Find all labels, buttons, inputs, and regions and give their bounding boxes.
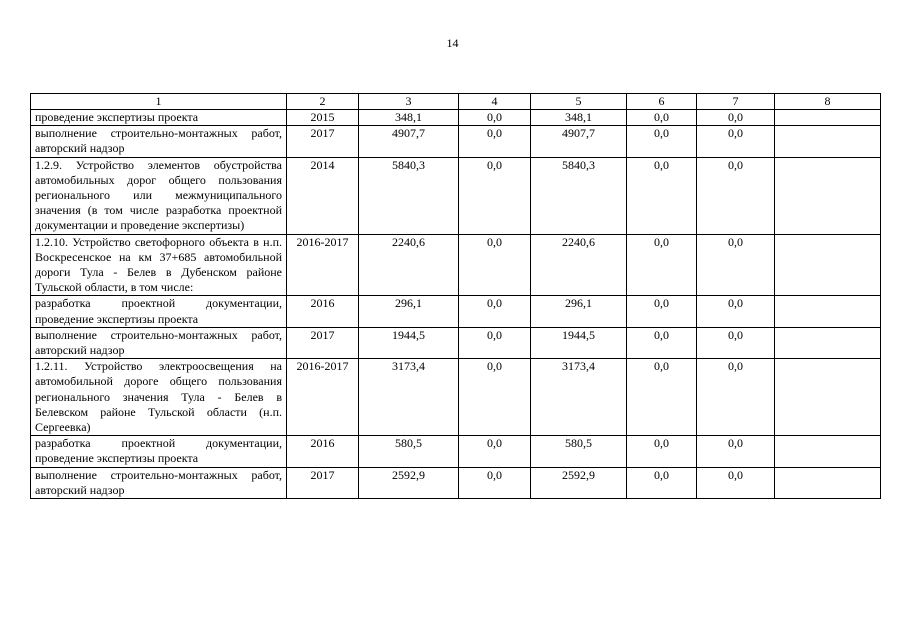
column-header: 8 <box>775 94 881 110</box>
row-value-cell: 3173,4 <box>359 359 459 436</box>
row-value-cell: 1944,5 <box>359 327 459 358</box>
row-note-cell <box>775 296 881 327</box>
row-year-cell: 2017 <box>287 467 359 498</box>
row-value-cell: 0,0 <box>697 359 775 436</box>
row-value-cell: 4907,7 <box>359 126 459 157</box>
column-header: 5 <box>531 94 627 110</box>
row-year-cell: 2017 <box>287 126 359 157</box>
column-header: 2 <box>287 94 359 110</box>
page-number: 14 <box>446 36 459 50</box>
row-value-cell: 0,0 <box>627 126 697 157</box>
row-year-cell: 2017 <box>287 327 359 358</box>
row-value-cell: 0,0 <box>627 157 697 234</box>
row-value-cell: 0,0 <box>459 467 531 498</box>
table-row <box>31 467 881 498</box>
row-value-cell: 0,0 <box>697 110 775 126</box>
row-value-cell: 348,1 <box>359 110 459 126</box>
row-value-cell: 2592,9 <box>531 467 627 498</box>
row-year-cell: 2016 <box>287 436 359 467</box>
row-name-cell: проведение экспертизы проекта <box>31 110 287 126</box>
row-name-cell: выполнение строительно-монтажных работ, авторский надзор <box>31 126 287 157</box>
row-value-cell: 0,0 <box>697 157 775 234</box>
row-note-cell <box>775 436 881 467</box>
row-value-cell: 0,0 <box>459 157 531 234</box>
row-value-cell: 0,0 <box>697 296 775 327</box>
row-value-cell: 0,0 <box>459 110 531 126</box>
row-value-cell: 2240,6 <box>531 234 627 296</box>
row-value-cell: 5840,3 <box>359 157 459 234</box>
row-value-cell: 296,1 <box>359 296 459 327</box>
row-value-cell: 0,0 <box>459 234 531 296</box>
row-note-cell <box>775 327 881 358</box>
table-row <box>31 110 881 126</box>
row-name-cell: выполнение строительно-монтажных работ, авторский надзор <box>31 467 287 498</box>
row-value-cell: 0,0 <box>627 359 697 436</box>
row-value-cell: 5840,3 <box>531 157 627 234</box>
row-note-cell <box>775 157 881 234</box>
row-value-cell: 296,1 <box>531 296 627 327</box>
column-header: 6 <box>627 94 697 110</box>
table-row <box>31 436 881 467</box>
table-header-row <box>31 94 881 110</box>
row-value-cell: 0,0 <box>697 126 775 157</box>
row-value-cell: 0,0 <box>697 327 775 358</box>
row-value-cell: 0,0 <box>627 436 697 467</box>
row-value-cell: 0,0 <box>627 467 697 498</box>
row-year-cell: 2016-2017 <box>287 359 359 436</box>
row-value-cell: 0,0 <box>459 359 531 436</box>
table-row <box>31 296 881 327</box>
row-year-cell: 2016-2017 <box>287 234 359 296</box>
budget-table <box>30 93 881 499</box>
row-value-cell: 580,5 <box>359 436 459 467</box>
row-value-cell: 0,0 <box>627 110 697 126</box>
column-header: 4 <box>459 94 531 110</box>
row-year-cell: 2014 <box>287 157 359 234</box>
row-value-cell: 0,0 <box>697 467 775 498</box>
row-name-cell: 1.2.9. Устройство элементов обустройства автомобильных дорог общего пользования регионального или межмуниципального значения (в том числе разработка проектной документации и проведение экспертизы) <box>31 157 287 234</box>
row-value-cell: 4907,7 <box>531 126 627 157</box>
row-value-cell: 0,0 <box>459 327 531 358</box>
row-name-cell: 1.2.10. Устройство светофорного объекта в н.п. Воскресенское на км 37+685 автомобильной дороги Тула - Белев в Дубенском районе Тульской области, в том числе: <box>31 234 287 296</box>
row-value-cell: 0,0 <box>627 296 697 327</box>
table-row <box>31 234 881 296</box>
table-row <box>31 327 881 358</box>
row-note-cell <box>775 234 881 296</box>
row-value-cell: 0,0 <box>697 234 775 296</box>
column-header: 7 <box>697 94 775 110</box>
row-note-cell <box>775 359 881 436</box>
row-value-cell: 580,5 <box>531 436 627 467</box>
row-name-cell: выполнение строительно-монтажных работ, авторский надзор <box>31 327 287 358</box>
row-value-cell: 0,0 <box>459 126 531 157</box>
row-note-cell <box>775 126 881 157</box>
row-value-cell: 1944,5 <box>531 327 627 358</box>
row-value-cell: 0,0 <box>627 327 697 358</box>
row-value-cell: 0,0 <box>459 296 531 327</box>
column-header: 3 <box>359 94 459 110</box>
row-value-cell: 348,1 <box>531 110 627 126</box>
row-value-cell: 0,0 <box>697 436 775 467</box>
row-note-cell <box>775 110 881 126</box>
table-row <box>31 157 881 234</box>
table-row <box>31 359 881 436</box>
row-name-cell: разработка проектной документации, проведение экспертизы проекта <box>31 296 287 327</box>
row-note-cell <box>775 467 881 498</box>
row-name-cell: 1.2.11. Устройство электроосвещения на автомобильной дороге общего пользования регионального значения Тула - Белев в Белевском районе Тульской области (н.п. Сергеевка) <box>31 359 287 436</box>
row-value-cell: 3173,4 <box>531 359 627 436</box>
row-value-cell: 2240,6 <box>359 234 459 296</box>
row-value-cell: 2592,9 <box>359 467 459 498</box>
row-value-cell: 0,0 <box>459 436 531 467</box>
row-name-cell: разработка проектной документации, проведение экспертизы проекта <box>31 436 287 467</box>
row-value-cell: 0,0 <box>627 234 697 296</box>
row-year-cell: 2016 <box>287 296 359 327</box>
row-year-cell: 2015 <box>287 110 359 126</box>
column-header: 1 <box>31 94 287 110</box>
table-row <box>31 126 881 157</box>
